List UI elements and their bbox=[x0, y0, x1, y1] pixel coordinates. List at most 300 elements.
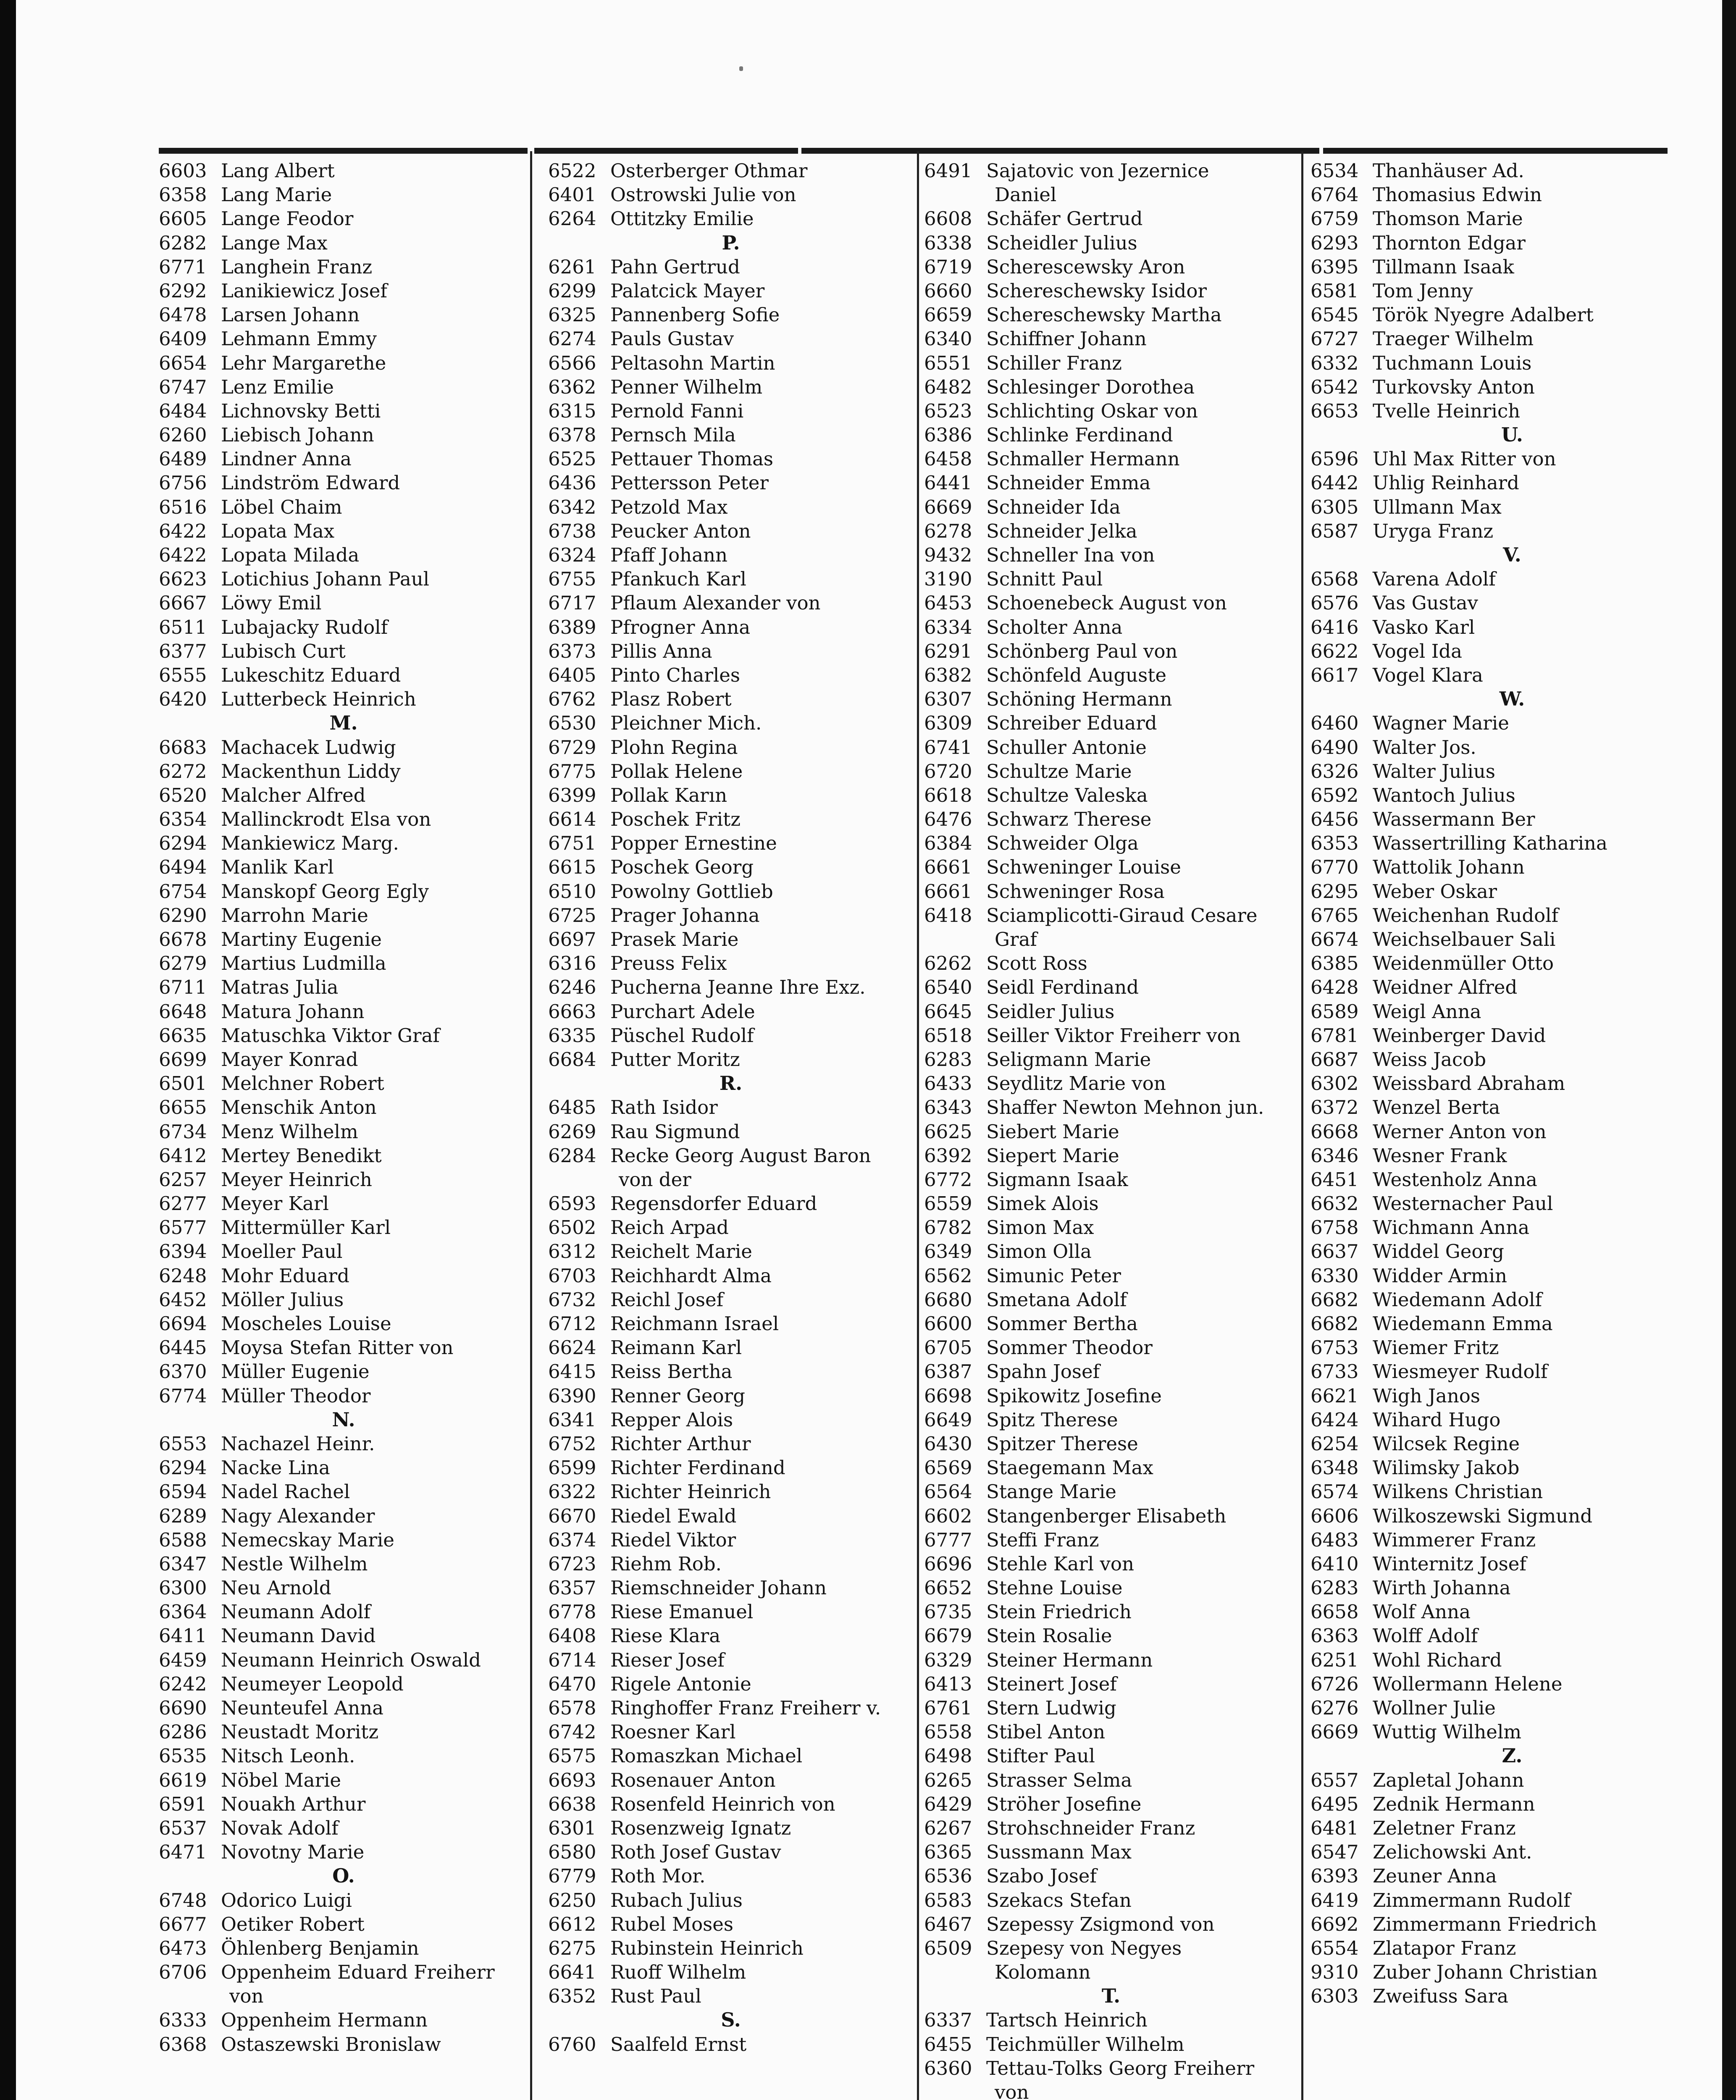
entry-name: Weinberger David bbox=[1373, 1024, 1546, 1047]
directory-entry bbox=[159, 1095, 528, 1119]
entry-name: Szepesy von Negyes bbox=[986, 1937, 1182, 1959]
entry-name: Pettauer Thomas bbox=[610, 448, 773, 470]
entry-number: 6621 bbox=[1311, 1384, 1359, 1407]
directory-entry bbox=[548, 183, 914, 207]
directory-entry bbox=[924, 1576, 1298, 1600]
entry-name: Simunic Peter bbox=[986, 1264, 1121, 1287]
directory-entry bbox=[159, 591, 528, 615]
directory-entry bbox=[1311, 279, 1714, 303]
directory-entry bbox=[1311, 975, 1714, 999]
directory-column-3 bbox=[924, 159, 1298, 2100]
entry-name: Westenholz Anna bbox=[1373, 1168, 1537, 1191]
directory-entry bbox=[924, 1312, 1298, 1336]
entry-number: 6357 bbox=[548, 1577, 596, 1599]
entry-name: Repper Alois bbox=[610, 1408, 733, 1431]
directory-entry bbox=[548, 1000, 914, 1024]
entry-number: 6340 bbox=[924, 328, 972, 350]
entry-name: Pucherna Jeanne Ihre Exz. bbox=[610, 976, 866, 999]
directory-entry bbox=[1311, 639, 1714, 663]
entry-name: Wiedemann Emma bbox=[1373, 1312, 1553, 1335]
entry-name: Schiller Franz bbox=[986, 352, 1122, 374]
directory-entry bbox=[159, 1888, 528, 1912]
directory-entry bbox=[1311, 591, 1714, 615]
entry-number: 6347 bbox=[159, 1552, 207, 1575]
entry-name: Weber Oskar bbox=[1373, 880, 1497, 903]
entry-number: 6756 bbox=[159, 472, 207, 494]
entry-name: Wattolik Johann bbox=[1373, 856, 1525, 879]
directory-entry bbox=[548, 1744, 914, 1768]
entry-name: Turkovsky Anton bbox=[1373, 375, 1535, 398]
entry-number: 6405 bbox=[548, 664, 596, 686]
entry-number: 6536 bbox=[924, 1865, 972, 1887]
entry-number: 6342 bbox=[548, 496, 596, 518]
entry-number: 6302 bbox=[1311, 1072, 1359, 1095]
entry-name: Scholter Anna bbox=[986, 616, 1123, 638]
entry-name: Stangenberger Elisabeth bbox=[986, 1504, 1226, 1527]
directory-entry bbox=[924, 615, 1298, 639]
entry-number: 6332 bbox=[1311, 352, 1359, 374]
directory-entry bbox=[1311, 1432, 1714, 1456]
entry-number: 6481 bbox=[1311, 1816, 1359, 1839]
entry-number: 6719 bbox=[924, 255, 972, 278]
directory-entry bbox=[924, 1360, 1298, 1383]
entry-number: 6483 bbox=[1311, 1528, 1359, 1551]
entry-number: 6605 bbox=[159, 207, 207, 230]
entry-number: 6348 bbox=[1311, 1457, 1359, 1479]
entry-number: 6659 bbox=[924, 304, 972, 326]
directory-entry bbox=[159, 615, 528, 639]
entry-number: 6467 bbox=[924, 1913, 972, 1935]
entry-name: Stange Marie bbox=[986, 1480, 1116, 1503]
directory-entry bbox=[159, 255, 528, 279]
directory-entry bbox=[924, 423, 1298, 447]
entry-name: Wolff Adolf bbox=[1373, 1625, 1478, 1647]
entry-name: Wassertrilling Katharina bbox=[1373, 832, 1607, 855]
directory-entry bbox=[1311, 1552, 1714, 1576]
directory-entry bbox=[1311, 1000, 1714, 1024]
top-rule bbox=[1323, 148, 1668, 154]
entry-name: Tom Jenny bbox=[1373, 279, 1473, 302]
entry-name: Oppenheim Hermann bbox=[221, 2009, 428, 2032]
entry-name: Schereschewsky Martha bbox=[986, 304, 1222, 326]
entry-name: Mallinckrodt Elsa von bbox=[221, 808, 431, 831]
entry-name: Ostaszewski Bronislaw bbox=[221, 2033, 441, 2055]
directory-entry bbox=[1311, 1864, 1714, 1888]
directory-entry bbox=[159, 1552, 528, 1576]
entry-name: Sommer Bertha bbox=[986, 1312, 1138, 1335]
scan-border-left bbox=[0, 0, 16, 2100]
directory-entry bbox=[159, 1336, 528, 1360]
directory-entry bbox=[159, 1480, 528, 1504]
entry-number: 6518 bbox=[924, 1024, 972, 1047]
entry-number: 6338 bbox=[924, 231, 972, 254]
entry-number: 6418 bbox=[924, 904, 972, 927]
directory-entry bbox=[159, 1744, 528, 1768]
entry-name: Tartsch Heinrich bbox=[986, 2009, 1148, 2032]
entry-name: Spitzer Therese bbox=[986, 1432, 1138, 1455]
directory-entry bbox=[1311, 1936, 1714, 1960]
entry-name: Wilimsky Jakob bbox=[1373, 1457, 1520, 1479]
entry-number: 6401 bbox=[548, 184, 596, 206]
entry-number: 6451 bbox=[1311, 1168, 1359, 1191]
entry-name: Nacke Lina bbox=[221, 1457, 330, 1479]
entry-number: 6587 bbox=[1311, 520, 1359, 542]
directory-entry bbox=[548, 1120, 914, 1144]
directory-entry bbox=[924, 1912, 1298, 1936]
directory-entry bbox=[924, 807, 1298, 831]
entry-name: Wagner Marie bbox=[1373, 712, 1509, 735]
directory-entry bbox=[1311, 1047, 1714, 1071]
entry-name: Weissbard Abraham bbox=[1373, 1072, 1565, 1095]
entry-name: Neumann Heinrich Oswald bbox=[221, 1648, 481, 1671]
entry-number: 6683 bbox=[159, 736, 207, 759]
entry-number: 6602 bbox=[924, 1504, 972, 1527]
directory-entry bbox=[1311, 1288, 1714, 1312]
directory-entry bbox=[1311, 1648, 1714, 1672]
directory-entry bbox=[548, 1192, 914, 1215]
directory-entry bbox=[159, 1768, 528, 1792]
entry-name: Neustadt Moritz bbox=[221, 1721, 379, 1743]
entry-name: Wiedemann Adolf bbox=[1373, 1288, 1542, 1311]
section-letter-heading: O. bbox=[332, 1864, 355, 1887]
entry-number: 6765 bbox=[1311, 904, 1359, 927]
entry-number: 6734 bbox=[159, 1120, 207, 1143]
entry-name: Schlinke Ferdinand bbox=[986, 424, 1173, 446]
entry-name: Ruoff Wilhelm bbox=[610, 1961, 746, 1984]
entry-name: Widdel Georg bbox=[1373, 1240, 1504, 1263]
entry-number: 6720 bbox=[924, 760, 972, 782]
directory-entry bbox=[924, 279, 1298, 303]
section-letter-heading: Z. bbox=[1502, 1744, 1523, 1767]
entry-number: 6453 bbox=[924, 592, 972, 614]
entry-number: 6299 bbox=[548, 279, 596, 302]
directory-entry bbox=[548, 663, 914, 687]
entry-number: 6373 bbox=[548, 640, 596, 662]
entry-number: 6705 bbox=[924, 1336, 972, 1359]
directory-entry bbox=[924, 471, 1298, 495]
directory-entry bbox=[548, 639, 914, 663]
directory-entry bbox=[159, 1624, 528, 1648]
entry-number: 6378 bbox=[548, 424, 596, 446]
directory-entry bbox=[1311, 447, 1714, 471]
section-letter-heading: W. bbox=[1499, 688, 1525, 711]
directory-entry bbox=[1311, 1672, 1714, 1696]
entry-name: Odorico Luigi bbox=[221, 1889, 352, 1911]
entry-name: Schneider Ida bbox=[986, 496, 1121, 518]
entry-name: Reichmann Israel bbox=[610, 1312, 779, 1335]
directory-entry bbox=[548, 2032, 914, 2056]
directory-entry bbox=[548, 1504, 914, 1528]
entry-name: Wirth Johanna bbox=[1373, 1577, 1511, 1599]
entry-name: Seidl Ferdinand bbox=[986, 976, 1139, 999]
directory-entry bbox=[159, 1384, 528, 1408]
directory-entry bbox=[159, 1696, 528, 1720]
directory-entry bbox=[924, 591, 1298, 615]
entry-number: 6363 bbox=[1311, 1625, 1359, 1647]
entry-name: Recke Georg August Baron bbox=[610, 1144, 871, 1167]
entry-name: Nestle Wilhelm bbox=[221, 1552, 368, 1575]
entry-number: 6679 bbox=[924, 1625, 972, 1647]
entry-name: Vogel Ida bbox=[1373, 640, 1463, 662]
entry-number: 6424 bbox=[1311, 1408, 1359, 1431]
entry-number: 6525 bbox=[548, 448, 596, 470]
section-letter-heading: S. bbox=[721, 2008, 741, 2032]
directory-entry bbox=[1311, 1215, 1714, 1239]
entry-number: 6782 bbox=[924, 1216, 972, 1239]
entry-name: Mohr Eduard bbox=[221, 1264, 349, 1287]
directory-entry bbox=[548, 1576, 914, 1600]
entry-number: 6599 bbox=[548, 1457, 596, 1479]
entry-name: Rosenzweig Ignatz bbox=[610, 1816, 791, 1839]
entry-number: 6264 bbox=[548, 207, 596, 230]
entry-number: 6564 bbox=[924, 1480, 972, 1503]
section-letter-heading: P. bbox=[722, 231, 740, 254]
entry-number: 6365 bbox=[924, 1841, 972, 1864]
directory-entry bbox=[924, 951, 1298, 975]
directory-entry bbox=[924, 1936, 1298, 1960]
directory-entry bbox=[159, 471, 528, 495]
directory-entry bbox=[1311, 1239, 1714, 1263]
entry-number: 6772 bbox=[924, 1168, 972, 1191]
entry-name: Löbel Chaim bbox=[221, 496, 342, 518]
entry-number: 6603 bbox=[159, 160, 207, 182]
directory-entry bbox=[159, 1576, 528, 1600]
directory-entry bbox=[548, 591, 914, 615]
entry-number: 6377 bbox=[159, 640, 207, 662]
entry-name: Nemecskay Marie bbox=[221, 1528, 394, 1551]
entry-number: 6660 bbox=[924, 279, 972, 302]
directory-column-2 bbox=[548, 159, 914, 2056]
entry-name: Wichmann Anna bbox=[1373, 1216, 1530, 1239]
directory-entry bbox=[548, 495, 914, 519]
entry-number: 6382 bbox=[924, 664, 972, 686]
entry-name: Schlesinger Dorothea bbox=[986, 375, 1195, 398]
directory-entry bbox=[924, 1024, 1298, 1047]
entry-number: 6712 bbox=[548, 1312, 596, 1335]
entry-name: Matura Johann bbox=[221, 1000, 365, 1023]
directory-entry bbox=[1311, 663, 1714, 687]
entry-number: 6669 bbox=[924, 496, 972, 518]
directory-entry bbox=[159, 183, 528, 207]
entry-name: Zweifuss Sara bbox=[1373, 1985, 1508, 2008]
entry-name: Wihard Hugo bbox=[1373, 1408, 1501, 1431]
entry-name: Tvelle Heinrich bbox=[1373, 399, 1521, 422]
entry-number: 6257 bbox=[159, 1168, 207, 1191]
entry-number: 6360 bbox=[924, 2057, 972, 2079]
directory-entry bbox=[548, 303, 914, 327]
top-rule bbox=[534, 148, 798, 154]
entry-name: Riedel Viktor bbox=[610, 1528, 736, 1551]
directory-entry bbox=[159, 927, 528, 951]
directory-entry bbox=[548, 927, 914, 951]
entry-number: 6703 bbox=[548, 1264, 596, 1287]
entry-number: 6547 bbox=[1311, 1841, 1359, 1864]
entry-number: 6408 bbox=[548, 1625, 596, 1647]
entry-number: 6284 bbox=[548, 1144, 596, 1167]
directory-entry bbox=[159, 1672, 528, 1696]
directory-entry bbox=[548, 1095, 914, 1119]
entry-name: Pfrogner Anna bbox=[610, 616, 751, 638]
entry-name: Stein Friedrich bbox=[986, 1601, 1132, 1623]
directory-entry bbox=[548, 1600, 914, 1624]
directory-entry bbox=[1311, 1960, 1714, 1984]
directory-entry bbox=[924, 1408, 1298, 1432]
entry-name: Nouakh Arthur bbox=[221, 1793, 366, 1815]
entry-name: Lotichius Johann Paul bbox=[221, 568, 430, 591]
entry-name: Zednik Hermann bbox=[1373, 1793, 1535, 1815]
directory-entry bbox=[159, 2032, 528, 2056]
entry-number: 6337 bbox=[924, 2009, 972, 2032]
directory-entry bbox=[924, 1144, 1298, 1168]
entry-name: Riehm Rob. bbox=[610, 1552, 722, 1575]
entry-number: 6274 bbox=[548, 328, 596, 350]
entry-number: 6494 bbox=[159, 856, 207, 879]
entry-name: Schwarz Therese bbox=[986, 808, 1152, 831]
directory-entry bbox=[159, 1144, 528, 1168]
entry-name: Lindner Anna bbox=[221, 448, 352, 470]
directory-entry bbox=[924, 2008, 1298, 2032]
entry-number: 6422 bbox=[159, 544, 207, 566]
entry-name: Pahn Gertrud bbox=[610, 255, 740, 278]
directory-entry bbox=[159, 1288, 528, 1312]
entry-number: 6714 bbox=[548, 1648, 596, 1671]
entry-name: Seligmann Marie bbox=[986, 1048, 1151, 1071]
entry-number: 6293 bbox=[1311, 231, 1359, 254]
entry-name: Martius Ludmilla bbox=[221, 952, 386, 975]
entry-number: 6711 bbox=[159, 976, 207, 999]
entry-name: Riese Klara bbox=[610, 1625, 721, 1647]
entry-name: Reimann Karl bbox=[610, 1336, 742, 1359]
entry-name: Pillis Anna bbox=[610, 640, 712, 662]
directory-entry bbox=[159, 831, 528, 855]
directory-entry bbox=[924, 1648, 1298, 1672]
entry-number: 6452 bbox=[159, 1288, 207, 1311]
entry-number: 6520 bbox=[159, 784, 207, 806]
directory-entry bbox=[548, 1912, 914, 1936]
entry-name: Rosenfeld Heinrich von bbox=[610, 1793, 835, 1815]
column-divider bbox=[917, 151, 919, 2100]
directory-entry bbox=[1311, 567, 1714, 591]
directory-entry bbox=[924, 495, 1298, 519]
entry-name: Stibel Anton bbox=[986, 1721, 1106, 1743]
entry-number: 6754 bbox=[159, 880, 207, 903]
entry-number: 6752 bbox=[548, 1432, 596, 1455]
entry-number: 6265 bbox=[924, 1769, 972, 1791]
entry-number: 6608 bbox=[924, 207, 972, 230]
entry-name: Nadel Rachel bbox=[221, 1480, 350, 1503]
directory-entry bbox=[1311, 351, 1714, 375]
entry-name: Lanikiewicz Josef bbox=[221, 279, 388, 302]
directory-entry bbox=[159, 1000, 528, 1024]
entry-number: 6420 bbox=[159, 688, 207, 711]
directory-column-1 bbox=[159, 159, 528, 2056]
entry-number: 6578 bbox=[548, 1697, 596, 1719]
directory-entry bbox=[924, 1624, 1298, 1648]
entry-name: Renner Georg bbox=[610, 1384, 745, 1407]
directory-entry bbox=[159, 231, 528, 255]
entry-number: 6489 bbox=[159, 448, 207, 470]
entry-name: Simon Max bbox=[986, 1216, 1094, 1239]
entry-number: 6562 bbox=[924, 1264, 972, 1287]
section-letter-heading: R. bbox=[719, 1072, 743, 1095]
entry-name: Lehmann Emmy bbox=[221, 328, 377, 350]
entry-number: 6300 bbox=[159, 1577, 207, 1599]
entry-number: 6693 bbox=[548, 1769, 596, 1791]
entry-name: Wuttig Wilhelm bbox=[1373, 1721, 1522, 1743]
directory-entry bbox=[159, 1432, 528, 1456]
entry-number: 6442 bbox=[1311, 472, 1359, 494]
entry-number: 6735 bbox=[924, 1601, 972, 1623]
entry-name: Weichselbauer Sali bbox=[1373, 928, 1556, 950]
directory-entry bbox=[924, 303, 1298, 327]
directory-entry bbox=[548, 855, 914, 879]
entry-name: Sommer Theodor bbox=[986, 1336, 1153, 1359]
top-rule bbox=[159, 148, 528, 154]
entry-number: 6655 bbox=[159, 1096, 207, 1119]
entry-number: 6278 bbox=[924, 520, 972, 542]
entry-name: Moscheles Louise bbox=[221, 1312, 391, 1335]
entry-name: Müller Theodor bbox=[221, 1384, 371, 1407]
entry-name: Szepessy Zsigmond von bbox=[986, 1913, 1215, 1935]
entry-name: Reiss Bertha bbox=[610, 1360, 733, 1383]
entry-number: 6294 bbox=[159, 1457, 207, 1479]
directory-entry bbox=[924, 351, 1298, 375]
entry-name: Siebert Marie bbox=[986, 1120, 1119, 1143]
entry-name: Pernsch Mila bbox=[610, 424, 736, 446]
entry-number: 6682 bbox=[1311, 1288, 1359, 1311]
entry-number: 6254 bbox=[1311, 1432, 1359, 1455]
entry-name: Schönfeld Auguste bbox=[986, 664, 1166, 686]
directory-entry bbox=[924, 735, 1298, 759]
entry-number: 6370 bbox=[159, 1360, 207, 1383]
directory-entry bbox=[924, 447, 1298, 471]
entry-name: Neumann Adolf bbox=[221, 1601, 371, 1623]
directory-entry bbox=[159, 1960, 528, 1984]
entry-name: Uhl Max Ritter von bbox=[1373, 448, 1556, 470]
entry-number: 6248 bbox=[159, 1264, 207, 1287]
directory-entry bbox=[1311, 327, 1714, 351]
directory-entry bbox=[1311, 615, 1714, 639]
entry-name: Schneller Ina von bbox=[986, 544, 1155, 566]
entry-name: Petzold Max bbox=[610, 496, 728, 518]
directory-entry bbox=[924, 1864, 1298, 1888]
directory-entry bbox=[1311, 1912, 1714, 1936]
entry-name: Varena Adolf bbox=[1373, 568, 1496, 591]
entry-name: Weidner Alfred bbox=[1373, 976, 1518, 999]
directory-entry bbox=[924, 1384, 1298, 1408]
entry-name: Penner Wilhelm bbox=[610, 375, 763, 398]
entry-number: 6315 bbox=[548, 399, 596, 422]
entry-number: 6372 bbox=[1311, 1096, 1359, 1119]
entry-number: 6305 bbox=[1311, 496, 1359, 518]
directory-entry bbox=[159, 1071, 528, 1095]
entry-number: 6638 bbox=[548, 1793, 596, 1815]
entry-name: Weiss Jacob bbox=[1373, 1048, 1486, 1071]
entry-name: Larsen Johann bbox=[221, 304, 360, 326]
entry-name: Neumann David bbox=[221, 1625, 376, 1647]
entry-number: 6349 bbox=[924, 1240, 972, 1263]
directory-entry bbox=[159, 1936, 528, 1960]
entry-name: Lenz Emilie bbox=[221, 375, 334, 398]
entry-number: 6412 bbox=[159, 1144, 207, 1167]
entry-name: Török Nyegre Adalbert bbox=[1373, 304, 1594, 326]
entry-name: Peucker Anton bbox=[610, 520, 751, 542]
entry-name: Stifter Paul bbox=[986, 1745, 1095, 1767]
entry-number: 6250 bbox=[548, 1889, 596, 1911]
directory-entry bbox=[1311, 1168, 1714, 1192]
top-rule bbox=[801, 148, 1319, 154]
entry-name: Saalfeld Ernst bbox=[610, 2033, 747, 2055]
